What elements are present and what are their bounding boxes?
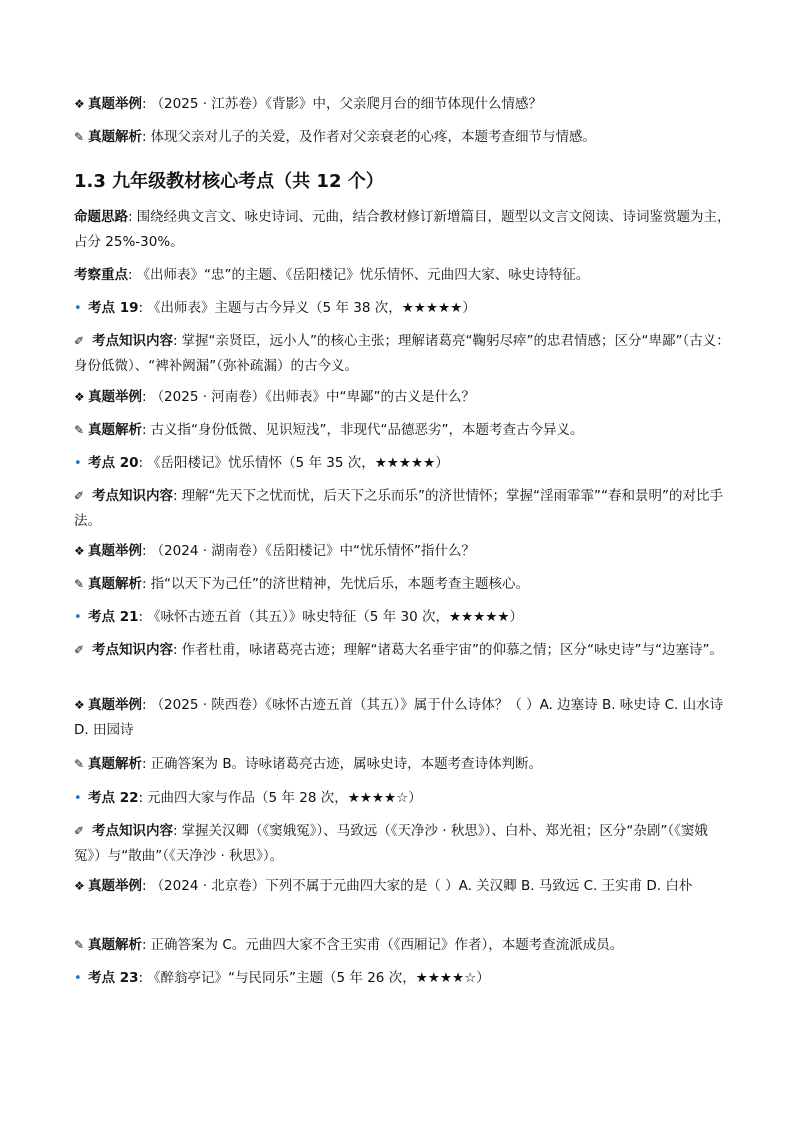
point-title: 《出师表》主题与古今异义（5 年 38 次，★★★★★） [147,300,476,316]
knowledge-text: 作者杜甫，咏诸葛亮古迹；理解“诸葛大名垂宇宙”的仰慕之情；区分“咏史诗”与“边塞诗”。 [181,642,724,658]
analysis-text: 正确答案为 B。诗咏诸葛亮古迹，属咏史诗，本题考查诗体判断。 [150,756,543,772]
thinking-paragraph: 命题思路: 围绕经典文言文、咏史诗词、元曲，结合教材修订新增篇目，题型以文言文阅读、诗词鉴赏题为主，占分 25%-30%。 [74,209,731,250]
pencil-icon: ✎ [74,757,85,771]
pencil-icon: ✐ [74,334,85,348]
example-text: （2025 · 江苏卷）《背影》中，父亲爬月台的细节体现什么情感？ [150,96,543,112]
knowledge-paragraph: ✐ 考点知识内容: 理解“先天下之忧而忧，后天下之乐而乐”的济世情怀；掌握“淫雨霏霏”“春和景明”的对比手法。 [74,484,734,534]
point-label: 考点 22 [88,790,139,806]
point-title: 《醉翁亭记》“与民同乐”主题（5 年 26 次，★★★★☆） [147,970,490,986]
diamond-icon: ❖ [74,97,85,111]
diamond-icon: ❖ [74,879,85,893]
point-title: 元曲四大家与作品（5 年 28 次，★★★★☆） [147,790,422,806]
point-label: 考点 20 [88,455,139,471]
analysis-label: 真题解析 [88,937,142,953]
example-line: ❖ 真题举例: （2024 · 湖南卷）《岳阳楼记》中“忧乐情怀”指什么？ [74,539,734,563]
point-title: 《咏怀古迹五首（其五）》咏史特征（5 年 30 次，★★★★★） [147,609,523,625]
knowledge-paragraph: ✐ 考点知识内容: 掌握关汉卿（《窦娥冤》）、马致远（《天净沙 · 秋思》）、白朴、郑光祖；区分“杂剧”（《窦娥冤》）与“散曲”（《天净沙 · 秋思》）。 [74,819,734,869]
knowledge-label: 考点知识内容 [92,642,173,658]
example-text: （2025 · 陕西卷）《咏怀古迹五首（其五）》属于什么诗体？（ ）A. 边塞诗 B. 咏史诗 C. 山水诗 D. 田园诗 [74,697,724,738]
knowledge-text: 理解“先天下之忧而忧，后天下之乐而乐”的济世情怀；掌握“淫雨霏霏”“春和景明”的对比手法。 [74,488,724,529]
analysis-line: ✎ 真题解析: 古义指“身份低微、见识短浅”，非现代“品德恶劣”，本题考查古今异义。 [74,418,734,442]
example-paragraph: ❖ 真题举例: （2024 · 北京卷）下列不属于元曲四大家的是（ ）A. 关汉卿 B. 马致远 C. 王实甫 D. 白朴 [74,874,734,899]
analysis-line [74,125,734,149]
example-text: （2025 · 河南卷）《出师表》中“卑鄙”的古义是什么？ [150,389,476,405]
thinking-label: 命题思路 [74,209,128,225]
diamond-icon: ❖ [74,390,85,404]
knowledge-text: 掌握“亲贤臣，远小人”的核心主张；理解诸葛亮“鞠躬尽瘁”的忠君情感；区分“卑鄙”（古义：身份低微）、“裨补阙漏”（弥补疏漏）的古今义。 [74,333,730,374]
bullet-icon: • [74,971,82,986]
point-title: 《岳阳楼记》忧乐情怀（5 年 35 次，★★★★★） [147,455,449,471]
section-heading: 1.3 九年级教材核心考点（共 12 个） [74,171,384,192]
knowledge-label: 考点知识内容 [92,823,173,839]
analysis-label: 真题解析 [88,129,142,145]
point-title-line: • 考点 19: 《出师表》主题与古今异义（5 年 38 次，★★★★★） [74,296,734,321]
example-text: （2024 · 湖南卷）《岳阳楼记》中“忧乐情怀”指什么？ [150,543,476,559]
knowledge-label: 考点知识内容 [92,333,173,349]
bullet-icon: • [74,301,82,316]
example-label: 真题举例 [88,96,142,112]
point-label: 考点 23 [88,970,139,986]
point-title-line: • 考点 20: 《岳阳楼记》忧乐情怀（5 年 35 次，★★★★★） [74,451,734,476]
knowledge-text: 掌握关汉卿（《窦娥冤》）、马致远（《天净沙 · 秋思》）、白朴、郑光祖；区分“杂剧”（《窦娥冤》）与“散曲”（《天净沙 · 秋思》）。 [74,823,708,864]
example-text: （2024 · 北京卷）下列不属于元曲四大家的是（ ）A. 关汉卿 B. 马致远 C. 王实甫 D. 白朴 [150,878,693,894]
analysis-line: ✎ 真题解析: 正确答案为 B。诗咏诸葛亮古迹，属咏史诗，本题考查诗体判断。 [74,752,734,776]
point-title-line: • 考点 22: 元曲四大家与作品（5 年 28 次，★★★★☆） [74,786,734,811]
analysis-text: 指“以天下为己任”的济世精神，先忧后乐，本题考查主题核心。 [150,576,530,592]
knowledge-label: 考点知识内容 [92,488,173,504]
analysis-label: 真题解析 [88,576,142,592]
example-label: 真题举例 [88,543,142,559]
pencil-icon: ✎ [74,938,85,952]
analysis-text: 体现父亲对儿子的关爱，及作者对父亲衰老的心疼，本题考查细节与情感。 [150,129,597,145]
analysis-text: 正确答案为 C。元曲四大家不含王实甫（《西厢记》作者），本题考查流派成员。 [150,937,624,953]
pencil-icon: ✐ [74,643,85,657]
separator: : [142,96,147,112]
analysis-text: 古义指“身份低微、见识短浅”，非现代“品德恶劣”，本题考查古今异义。 [150,422,584,438]
pencil-icon: ✐ [74,489,85,503]
example-line [74,92,734,116]
thinking-text: 围绕经典文言文、咏史诗词、元曲，结合教材修订新增篇目，题型以文言文阅读、诗词鉴赏题为主，占分 25%-30%。 [74,209,731,250]
analysis-line: ✎ 真题解析: 指“以天下为己任”的济世精神，先忧后乐，本题考查主题核心。 [74,572,734,596]
pencil-icon: ✎ [74,423,85,437]
pencil-icon: ✐ [74,824,85,838]
bullet-icon: • [74,610,82,625]
analysis-label: 真题解析 [88,422,142,438]
bullet-icon: • [74,791,82,806]
point-label: 考点 21 [88,609,139,625]
example-label: 真题举例 [88,878,142,894]
point-label: 考点 19 [88,300,139,316]
focus-line: 考察重点: 《出师表》“忠”的主题、《岳阳楼记》忧乐情怀、元曲四大家、咏史诗特征。 [74,267,590,283]
example-line: ❖ 真题举例: （2025 · 河南卷）《出师表》中“卑鄙”的古义是什么？ [74,385,734,409]
example-label: 真题举例 [88,389,142,405]
point-title-line: • 考点 23: 《醉翁亭记》“与民同乐”主题（5 年 26 次，★★★★☆） [74,966,734,991]
example-label: 真题举例 [88,697,142,713]
bullet-icon: • [74,456,82,471]
point-title-line: • 考点 21: 《咏怀古迹五首（其五）》咏史特征（5 年 30 次，★★★★★） [74,605,734,630]
knowledge-paragraph: ✐ 考点知识内容: 掌握“亲贤臣，远小人”的核心主张；理解诸葛亮“鞠躬尽瘁”的忠君情感；区分“卑鄙”（古义：身份低微）、“裨补阙漏”（弥补疏漏）的古今义。 [74,329,734,379]
focus-text: 《出师表》“忠”的主题、《岳阳楼记》忧乐情怀、元曲四大家、咏史诗特征。 [136,267,590,283]
knowledge-paragraph: ✐ 考点知识内容: 作者杜甫，咏诸葛亮古迹；理解“诸葛大名垂宇宙”的仰慕之情；区分“咏史诗”与“边塞诗”。 [74,638,734,663]
diamond-icon: ❖ [74,544,85,558]
analysis-label: 真题解析 [88,756,142,772]
analysis-line: ✎ 真题解析: 正确答案为 C。元曲四大家不含王实甫（《西厢记》作者），本题考查流派成员。 [74,933,734,957]
example-paragraph: ❖ 真题举例: （2025 · 陕西卷）《咏怀古迹五首（其五）》属于什么诗体？（ ）A. 边塞诗 B. 咏史诗 C. 山水诗 D. 田园诗 [74,693,734,743]
separator: : [142,129,147,145]
pencil-icon: ✎ [74,130,85,144]
pencil-icon: ✎ [74,577,85,591]
focus-label: 考察重点 [74,267,128,283]
diamond-icon: ❖ [74,698,85,712]
